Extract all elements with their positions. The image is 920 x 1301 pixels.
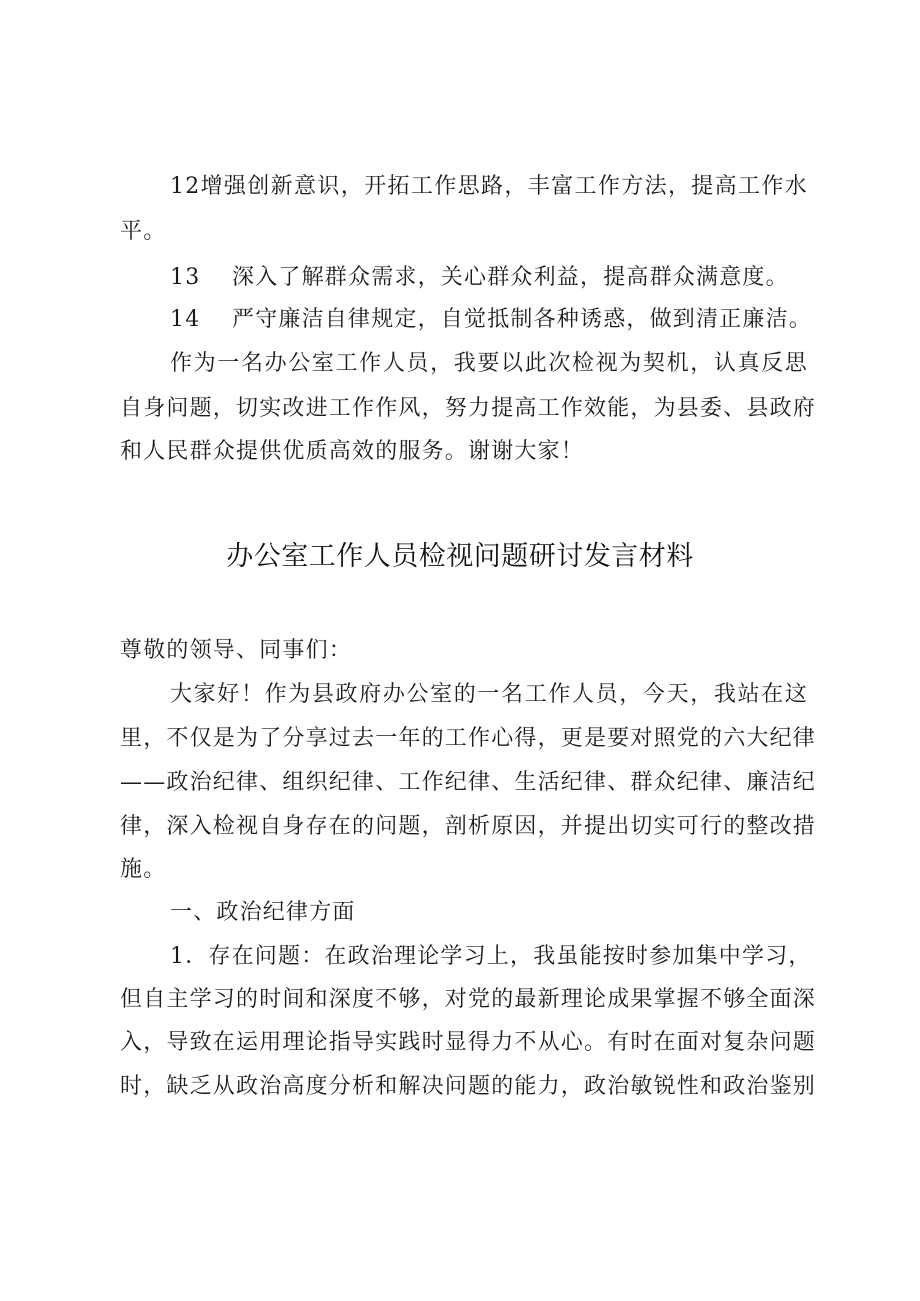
salutation: 尊敬的领导、同事们： [120, 638, 353, 663]
section1-line-1: 1．存在问题：在政治理论学习上，我虽能按时参加集中学习， [170, 944, 812, 969]
item12-line-2: 平。 [120, 219, 167, 244]
item14 [170, 305, 813, 335]
intro-line-4: 律，深入检视自身存在的问题，剖析原因，并提出切实可行的整改措 [120, 814, 817, 839]
intro-line-2: 里，不仅是为了分享过去一年的工作心得，更是要对照党的六大纪律 [120, 726, 817, 751]
closing-line-3: 和人民群众提供优质高效的服务。谢谢大家！ [120, 439, 585, 464]
closing-line-1: 作为一名办公室工作人员，我要以此次检视为契机，认真反思 [170, 351, 808, 376]
item14-number: 14 [170, 307, 201, 332]
intro-line-3: ——政治纪律、组织纪律、工作纪律、生活纪律、群众纪律、廉洁纪 [120, 770, 817, 795]
item13-number: 13 [170, 265, 201, 290]
section1-line-4: 时，缺乏从政治高度分析和解决问题的能力，政治敏锐性和政治鉴别 [120, 1074, 817, 1099]
item14-text: 严守廉洁自律规定，自觉抵制各种诱惑，做到清正廉洁。 [232, 307, 813, 332]
closing-line-2: 自身问题，切实改进工作作风，努力提高工作效能，为县委、县政府 [120, 396, 817, 421]
item12-line-1: 12增强创新意识，开拓工作思路，丰富工作方法，提高工作水 [170, 174, 808, 199]
intro-line-1: 大家好！作为县政府办公室的一名工作人员，今天，我站在这 [170, 682, 808, 707]
document-title: 办公室工作人员检视问题研讨发言材料 [226, 541, 694, 572]
section1-heading: 一、政治纪律方面 [170, 900, 356, 925]
section1-line-2: 但自主学习的时间和深度不够，对党的最新理论成果掌握不够全面深 [120, 987, 817, 1012]
section1-line-3: 入，导致在运用理论指导实践时显得力不从心。有时在面对复杂问题 [120, 1030, 817, 1055]
item13-text: 深入了解群众需求，关心群众利益，提高群众满意度。 [232, 265, 789, 290]
item13 [170, 263, 810, 293]
intro-line-5: 施。 [120, 857, 167, 882]
